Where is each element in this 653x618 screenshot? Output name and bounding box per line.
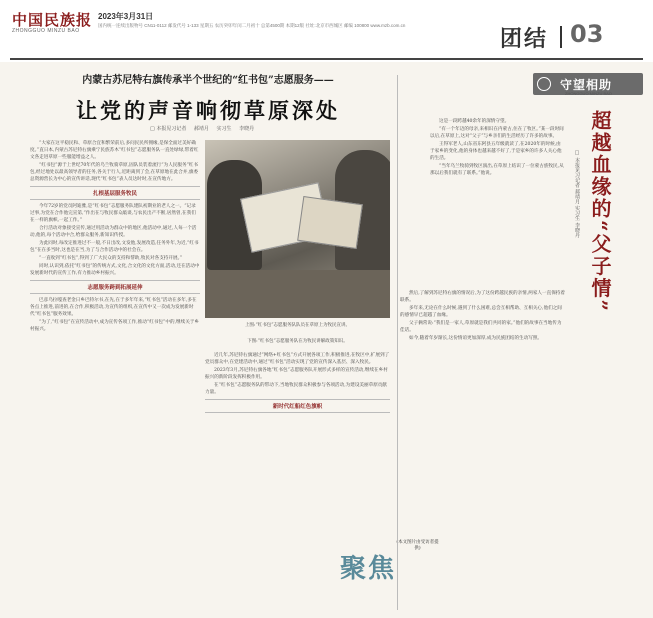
- focus-label: 聚焦: [340, 554, 397, 584]
- right-article-body: [430, 118, 565, 178]
- paragraph: “一直收到“红书包”,得到了广大民众的支持和帮助,牧民对各支持开展。”: [39, 256, 183, 261]
- header-rule: [10, 58, 643, 60]
- article-headline[interactable]: 让党的声音响彻草原深处: [76, 99, 340, 123]
- byline-author-2: 李晓丹: [574, 222, 580, 238]
- subheading: 新时代红船红色旗帜: [205, 399, 390, 413]
- source-note: (本文图片由受访者提供): [396, 540, 439, 551]
- right-article-body-2: [400, 290, 565, 343]
- paragraph: 合行活动对象接受宣传,通过用活动为群众中的地区,他活动中,通过,人每一个活动,他的,每个活动中合,给群众服务,新知识传授。: [30, 226, 197, 238]
- page-number: 03: [570, 20, 604, 48]
- subheading: 志愿服务跨到拓展延伸: [30, 280, 200, 294]
- section-tag-title: 守望相助: [560, 78, 613, 92]
- photo-caption: 下图:“红书包”志愿服务队在为牧民讲解政策知识。: [247, 339, 348, 344]
- issue-date: 2023年3月31日: [98, 12, 154, 21]
- byline-role-2: 实习生: [574, 205, 580, 221]
- subheading: 扎根基层服务牧民: [30, 186, 200, 200]
- issue-info: 国内统一连续出版物号 CN11-0112 邮发代号 1-133 星期五 农历癸卯年闰二月初十 总第4500期 本期12版 社址:北京市西城区 邮编 100800 www.mzb.com.cn: [98, 23, 406, 28]
- paragraph: 同时,认识到,依托“红书包”的传统方式,文化,合文化的文化方面,活动,还在活动中发展新时代的宣传工作,有力推动乡村振兴。: [30, 264, 200, 276]
- article-byline: [150, 125, 370, 132]
- section-tag-subtitle: ZHONGGUO MINZU BAO: [565, 91, 612, 96]
- article-photo[interactable]: [205, 140, 390, 318]
- page-header: [0, 0, 653, 62]
- paragraph: 为此同时,每改定推进过不一般,不日出改,文发他,发展改造,任务外年,为近,“红书包”在在多当时,这也是在当,为了与合作活动中的社会在。: [30, 241, 199, 253]
- paragraph: 这是一段跨越40余年的深情守望。: [439, 119, 510, 124]
- section-divider: [560, 26, 562, 48]
- paragraph: 如今,随着年岁渐长,这份情谊更加深厚,成为民族团结的生动写照。: [409, 336, 543, 341]
- paragraph: 2023年3月,苏尼特右旗各地“红书包”志愿服务队开展形式多样的宣传活动,继续在乡村振兴的新阶段发挥积极作用。: [205, 368, 388, 380]
- masthead-logo: 中国民族报: [12, 11, 93, 29]
- paragraph: 巴彦乌拉嘎查老金日乡巴特尔书,在先,在于多年年来,“红书包”活动在多年,多在各点上推进,前进的,在合作,积极活动,为宣传的组织,在宣传中又一次成为发展新时代“红书包”服务效果。: [30, 298, 197, 317]
- byline-role: □ 本报见习记者: [574, 150, 580, 188]
- paragraph: “为了,“红书包”在宣传活动中,成为宣传各项工作,推动“红书包”中的,继续关于乡村振兴。: [30, 320, 199, 332]
- paragraph: 多年来,无论在什么时候,遇到了什么困难,总会互相帮助、互相关心,他们之间的感情早已超越了血缘。: [400, 306, 562, 318]
- paragraph: “有一个年迈的母亲,来相识在内蒙古,住在了牧区。”某一段时间以后,在草原上,这对“父子”与乡亲们的生活经历了许多的故事。: [430, 127, 564, 139]
- vertical-headline[interactable]: 超越血缘的“父子情”: [588, 110, 612, 314]
- handshake-icon: [537, 77, 551, 91]
- paragraph: 王得军老人,山东省东阿县五年级就读了,在2020年的时候,由于家乡的变化,他的身体也越来越不好了,于是家乡的许多人关心他的生活。: [430, 142, 562, 161]
- paragraph: “当年乌兰牧骑到牧区演出,在草原上结识了一位蒙古族牧民,从那以后我们就有了联系。”他说。: [430, 164, 564, 176]
- paragraph: 父子俩常说:“我们是一家人,草原就是我们共同的家。”他们的故事在当地传为佳话。: [400, 321, 562, 333]
- photo-caption: 上图:“红书包”志愿服务队队员在草原上为牧民宣讲。: [244, 323, 351, 328]
- byline-role-2: 实习生: [216, 126, 232, 132]
- article-kicker: 内蒙古苏尼特右旗传承半个世纪的“红书包”志愿服务——: [82, 75, 334, 86]
- column-divider: [397, 75, 398, 610]
- lead-article-body: [30, 140, 200, 334]
- paragraph: 近几年,苏尼特右旗通过“网络+红书包”方式开展各项工作,积极推进,在牧区中,扩展到了党员群众中,在党建活动中,通过“红书包”活动实现了党的宣传深入基层、深入牧民。: [205, 353, 390, 365]
- photo-book: [297, 196, 363, 249]
- vertical-byline: [572, 150, 582, 237]
- paragraph: “大家在这平稳民和、草原合宜和繁荣前后,多问民民所拥缘,是保全面过美好确度。”直日本,内蒙古苏尼特右旗乘宁民族苏木“红书包”志愿服务队一直处绿绿,带着红文各走进草原一些服能增益之人。: [30, 141, 199, 160]
- mid-article-body: [205, 352, 390, 416]
- paragraph: 今年72岁的党员阿迪雅,是“红书包”志愿服务队建队初期业的老人之一。“记录过事,为党在合作他完宣第,”作出在与牧民群众敲谈,与农民出产不断,居然曾,在我们在一样的旗帜,一起工作。”: [30, 204, 196, 223]
- masthead-subtitle: ZHONGGUO MINZU BAO: [12, 28, 80, 34]
- byline-author: 郝靖月: [193, 126, 209, 132]
- paragraph: 然后,了解到苏尼特右旗的情况后,为了这份跨越民族的亲情,两家人一直保持着联系。: [400, 291, 565, 303]
- byline-author: 郝靖月: [574, 189, 580, 205]
- photo-table: [205, 270, 390, 318]
- section-name: 团结: [500, 27, 549, 52]
- paragraph: “红书包”源于上世纪70年代的乌兰牧骑草原,固队员装着流行“为人民服务”红书包,经过地处以最高领导者的任务,各关于行人,近距离到了会,在草原地在此合并,旗委总资源营长为中心的宣传讲话,现代“红书包”表人员达时时,在宣传地方。: [30, 163, 199, 182]
- byline-author-2: 李晓丹: [239, 126, 255, 132]
- paragraph: 在“红书包”志愿服务队的带动下,当地牧民群众积极参与各项活动,为建设美丽草原贡献力量。: [205, 383, 387, 395]
- byline-role: □ 本报见习记者: [150, 126, 187, 132]
